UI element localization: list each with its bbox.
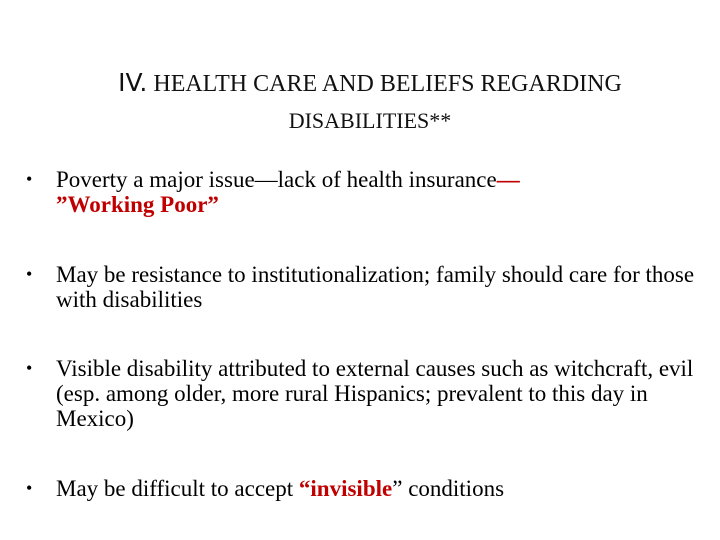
bullet-text-before: May be difficult to accept xyxy=(56,476,299,501)
bullet-marker: • xyxy=(26,169,33,189)
title-line-1: HEALTH CARE AND BELIEFS REGARDING xyxy=(153,71,622,97)
bullet-marker: • xyxy=(26,478,33,498)
bullet-text-after: conditions xyxy=(402,476,505,501)
bullet-text xyxy=(56,167,706,217)
bullet-marker: • xyxy=(26,264,33,284)
bullet-text: May be resistance to institutionalization; family should care for those with disabilities xyxy=(56,262,695,312)
quote-close: ” xyxy=(392,476,403,501)
invisible-emphasis: invisible xyxy=(310,476,393,501)
quote-open: “ xyxy=(298,476,311,501)
title-numeral: IV. xyxy=(118,68,148,97)
bullet-text xyxy=(56,476,706,501)
title-line-2: DISABILITIES** xyxy=(288,108,452,133)
slide-title-continued xyxy=(40,107,700,135)
slide-title xyxy=(40,68,700,99)
emphasis-dash: — xyxy=(496,167,520,192)
bullet-text: Visible disability attributed to external causes such as witchcraft, evil (esp. among older, more rural Hispanics; prevalent to this day in Mexico) xyxy=(56,356,694,431)
bullet-text-main: Poverty a major issue—lack of health insurance xyxy=(56,167,497,192)
working-poor-emphasis: ”Working Poor” xyxy=(56,192,219,217)
bullet-marker: • xyxy=(26,358,33,378)
